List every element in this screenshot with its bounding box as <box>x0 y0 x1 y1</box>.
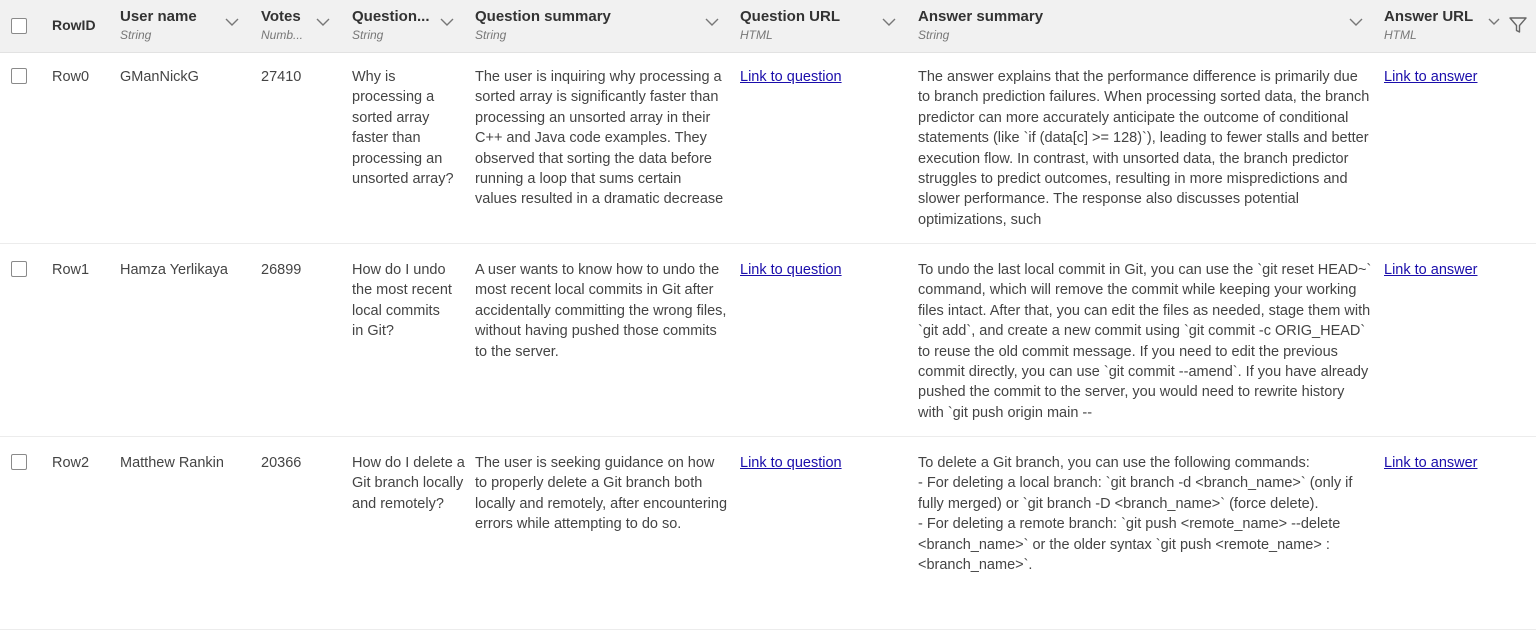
column-type: String <box>918 28 950 42</box>
row-checkbox[interactable] <box>11 454 27 470</box>
chevron-down-icon[interactable] <box>704 16 720 28</box>
column-type: HTML <box>740 28 773 42</box>
row-checkbox[interactable] <box>11 68 27 84</box>
column-header-rowid[interactable]: RowID <box>52 17 96 33</box>
column-header-user-name[interactable] <box>120 8 220 46</box>
question-link[interactable]: Link to question <box>740 69 842 85</box>
cell-rowid: Row2 <box>52 455 90 471</box>
cell-question-summary: A user wants to know how to undo the most recent local commits in Git after accidentally committing the wrong files, without having pushed those commits to the server. <box>475 262 727 360</box>
cell-question: How do I delete a Git branch locally and remotely? <box>352 455 465 512</box>
column-type: String <box>352 28 384 42</box>
cell-user-name: Matthew Rankin <box>120 455 224 471</box>
chevron-down-icon[interactable] <box>1348 16 1364 28</box>
column-title: Answer summary <box>918 8 1044 25</box>
column-header-question[interactable] <box>352 8 434 46</box>
column-type: String <box>120 28 152 42</box>
row-checkbox[interactable] <box>11 261 27 277</box>
cell-question-summary: The user is inquiring why processing a sorted array is significantly faster than processing an unsorted array in their C++ and Java code examples. They observed that sorting the data before running a loop that sums certain values resulted in a dramatic decrease <box>475 69 724 208</box>
column-type: Numb... <box>261 28 304 42</box>
column-header-answer-url[interactable] <box>1384 8 1480 46</box>
column-header-votes[interactable] <box>261 8 311 46</box>
cell-user-name: Hamza Yerlikaya <box>120 262 228 278</box>
chevron-down-icon[interactable] <box>1486 16 1502 28</box>
column-header-question-url[interactable] <box>740 8 870 46</box>
question-link[interactable]: Link to question <box>740 262 842 278</box>
cell-question: How do I undo the most recent local commits in Git? <box>352 262 452 340</box>
answer-line: - For deleting a remote branch: `git push <remote_name> --delete <branch_name>` or the older syntax `git push <remote_name> :<branch_name>`. <box>918 516 1341 574</box>
question-link[interactable]: Link to question <box>740 455 842 471</box>
select-all-checkbox[interactable] <box>11 18 27 34</box>
column-type: HTML <box>1384 28 1417 42</box>
cell-votes: 27410 <box>261 69 302 85</box>
answer-link[interactable]: Link to answer <box>1384 69 1478 85</box>
filter-icon[interactable] <box>1508 15 1528 35</box>
column-title: Question URL <box>740 8 840 25</box>
column-header-answer-summary[interactable] <box>918 8 1338 46</box>
answer-line: - For deleting a local branch: `git branch -d <branch_name>` (only if fully merged) or `git branch -D <branch_name>` (force delete). <box>918 475 1353 512</box>
chevron-down-icon[interactable] <box>315 16 331 28</box>
column-title: Answer URL <box>1384 8 1474 25</box>
table-row[interactable] <box>0 439 1536 630</box>
cell-question: Why is processing a sorted array faster than processing an unsorted array? <box>352 69 454 188</box>
cell-rowid: Row0 <box>52 69 90 85</box>
answer-link[interactable]: Link to answer <box>1384 455 1478 471</box>
cell-question-summary: The user is seeking guidance on how to properly delete a Git branch both locally and remotely, after encountering errors while attempting to do so. <box>475 455 728 533</box>
column-title: Votes <box>261 8 301 25</box>
column-type: String <box>475 28 507 42</box>
chevron-down-icon[interactable] <box>224 16 240 28</box>
column-title: User name <box>120 8 197 25</box>
cell-user-name: GManNickG <box>120 69 199 85</box>
column-title: Question... <box>352 8 430 25</box>
cell-answer-summary: To undo the last local commit in Git, you can use the `git reset HEAD~` command, which will remove the commit while keeping your working files intact. After that, you can edit the files as needed, stage them with `git add`, and create a new commit using `git commit -c ORIG_HEAD` to reuse the old commit message. If you need to edit the previous commit directly, you can use `git commit --amend`. If you have already pushed the commit to the server, you would need to rewrite history with `git push origin main -- <box>918 262 1372 421</box>
chevron-down-icon[interactable] <box>439 16 455 28</box>
column-header-question-summary[interactable] <box>475 8 695 46</box>
cell-votes: 20366 <box>261 455 302 471</box>
cell-votes: 26899 <box>261 262 302 278</box>
answer-line: To delete a Git branch, you can use the following commands: <box>918 455 1310 471</box>
cell-answer-summary <box>918 453 1373 575</box>
cell-rowid: Row1 <box>52 262 90 278</box>
cell-answer-summary: The answer explains that the performance difference is primarily due to branch prediction failures. When processing sorted data, the branch predictor can more accurately anticipate the outcome of conditional statements (like `if (data[c] >= 128)`), leading to fewer stalls and better execution flow. In contrast, with unsorted data, the branch predictor struggles to predict outcomes, resulting in more mispredictions and slower performance. The response also discusses potential optimizations, such <box>918 69 1370 228</box>
grid-header <box>0 0 1536 53</box>
table-row[interactable] <box>0 53 1536 244</box>
chevron-down-icon[interactable] <box>881 16 897 28</box>
answer-link[interactable]: Link to answer <box>1384 262 1478 278</box>
table-row[interactable] <box>0 246 1536 437</box>
column-title: Question summary <box>475 8 611 25</box>
